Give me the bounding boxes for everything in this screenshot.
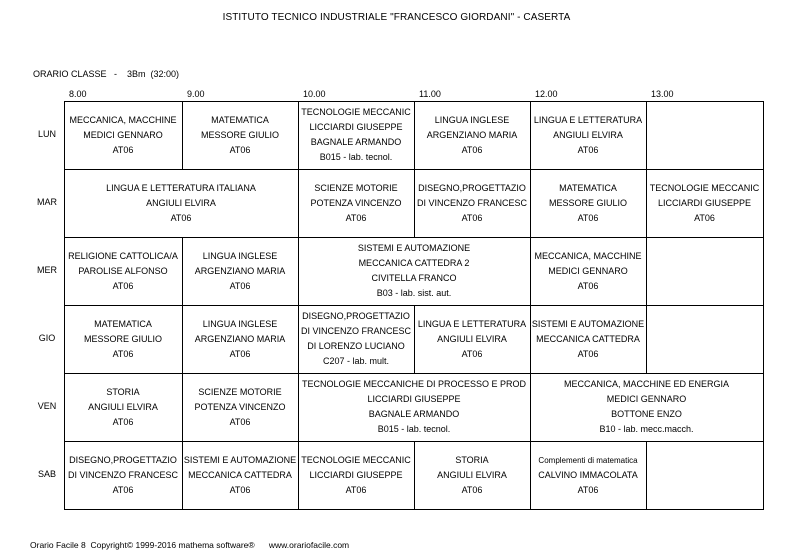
lesson-cell: [182, 237, 299, 306]
lesson-detail: ARGENZIANO MARIA: [194, 265, 286, 276]
day-label: VEN: [37, 401, 57, 411]
empty-cell: [646, 101, 764, 170]
lesson-detail: ANGIULI ELVIRA: [553, 129, 623, 140]
lesson-detail: AT06: [112, 484, 134, 495]
subject-name: Complementi di matematica: [538, 455, 638, 465]
lesson-detail: BOTTONE ENZO: [611, 409, 682, 419]
lesson-cell: [530, 373, 764, 442]
lesson-detail: LICCIARDI GIUSEPPE: [309, 122, 403, 132]
lesson-cell: [182, 441, 299, 510]
lesson-detail: C207 - lab. mult.: [322, 356, 390, 366]
day-label: SAB: [37, 469, 56, 479]
lesson-detail: AT06: [577, 144, 599, 155]
lesson-cell: [530, 169, 647, 238]
subject-name: SISTEMI E AUTOMAZIONE: [183, 454, 297, 465]
time-label: 12.00: [535, 89, 558, 99]
lesson-detail: MESSORE GIULIO: [200, 129, 280, 140]
lesson-detail: ANGIULI ELVIRA: [88, 401, 158, 412]
empty-cell: [646, 237, 764, 306]
lesson-detail: MESSORE GIULIO: [548, 197, 628, 208]
subject-name: LINGUA E LETTERATURA: [533, 114, 643, 125]
time-label: 10.00: [303, 89, 326, 99]
lesson-cell: [530, 305, 647, 374]
lesson-detail: CIVITELLA FRANCO: [371, 273, 457, 283]
lesson-detail: AT06: [345, 484, 367, 495]
lesson-cell: [182, 305, 299, 374]
lesson-cell: [298, 373, 531, 442]
day-label: MER: [37, 265, 57, 275]
lesson-detail: ANGIULI ELVIRA: [437, 469, 507, 480]
lesson-detail: AT06: [229, 144, 251, 155]
subject-name: DISEGNO,PROGETTAZIO: [418, 182, 526, 193]
lesson-detail: AT06: [112, 416, 134, 427]
lesson-detail: AT06: [229, 280, 251, 291]
lesson-detail: MESSORE GIULIO: [83, 333, 163, 344]
lesson-detail: B015 - lab. tecnol.: [319, 152, 393, 162]
lesson-cell: [530, 441, 647, 510]
lesson-detail: ARGENZIANO MARIA: [194, 333, 286, 344]
lesson-detail: AT06: [694, 212, 715, 223]
day-label: GIO: [38, 333, 56, 343]
subject-name: STORIA: [106, 386, 140, 397]
lesson-cell: [64, 305, 183, 374]
lesson-detail: B03 - lab. sist. aut.: [376, 288, 452, 298]
lesson-detail: ARGENZIANO MARIA: [426, 129, 518, 140]
lesson-cell: [64, 101, 183, 170]
lesson-cell: [646, 169, 764, 238]
lesson-detail: AT06: [112, 348, 134, 359]
lesson-detail: AT06: [112, 144, 134, 155]
lesson-cell: [414, 441, 531, 510]
lesson-detail: AT06: [229, 416, 251, 427]
subject-name: MATEMATICA: [211, 114, 269, 125]
subject-name: MATEMATICA: [559, 182, 617, 193]
class-info: ORARIO CLASSE - 3Bm (32:00): [33, 69, 180, 79]
subject-name: TECNOLOGIE MECCANIC: [649, 182, 760, 193]
lesson-detail: AT06: [461, 212, 483, 223]
lesson-cell: [182, 373, 299, 442]
lesson-detail: MECCANICA CATTEDRA: [536, 333, 640, 344]
lesson-detail: AT06: [577, 348, 599, 359]
subject-name: SISTEMI E AUTOMAZIONE: [531, 318, 645, 329]
subject-name: DISEGNO,PROGETTAZIO: [69, 454, 177, 465]
subject-name: MECCANICA, MACCHINE: [534, 250, 642, 261]
lesson-cell: [298, 101, 415, 170]
lesson-detail: DI LORENZO LUCIANO: [307, 341, 405, 351]
lesson-detail: AT06: [577, 484, 599, 495]
subject-name: TECNOLOGIE MECCANIC: [301, 454, 411, 465]
school-title: ISTITUTO TECNICO INDUSTRIALE "FRANCESCO GIORDANI" - CASERTA: [222, 12, 571, 23]
lesson-cell: [530, 101, 647, 170]
lesson-cell: [414, 101, 531, 170]
lesson-cell: [182, 101, 299, 170]
lesson-detail: POTENZA VINCENZO: [310, 197, 402, 208]
lesson-detail: B10 - lab. mecc.macch.: [599, 424, 694, 434]
subject-name: LINGUA INGLESE: [202, 250, 278, 261]
lesson-detail: LICCIARDI GIUSEPPE: [309, 469, 403, 480]
subject-name: MATEMATICA: [94, 318, 152, 329]
lesson-detail: AT06: [170, 212, 192, 223]
lesson-cell: [64, 169, 299, 238]
timetable-grid: [64, 101, 763, 509]
time-label: 13.00: [651, 89, 674, 99]
empty-cell: [646, 441, 764, 510]
lesson-detail: MEDICI GENNARO: [83, 129, 163, 140]
time-label: 8.00: [69, 89, 87, 99]
time-label: 11.00: [419, 89, 441, 99]
lesson-detail: ANGIULI ELVIRA: [146, 197, 216, 208]
lesson-detail: AT06: [577, 280, 599, 291]
subject-name: RELIGIONE CATTOLICA/A: [68, 250, 178, 261]
lesson-cell: [298, 169, 415, 238]
lesson-detail: MECCANICA CATTEDRA: [188, 469, 292, 480]
lesson-detail: BAGNALE ARMANDO: [368, 409, 460, 419]
lesson-cell: [414, 169, 531, 238]
lesson-detail: AT06: [461, 348, 483, 359]
subject-name: LINGUA INGLESE: [202, 318, 278, 329]
lesson-detail: AT06: [461, 144, 483, 155]
lesson-detail: AT06: [461, 484, 483, 495]
lesson-detail: BAGNALE ARMANDO: [310, 137, 402, 147]
lesson-cell: [64, 237, 183, 306]
time-label: 9.00: [187, 89, 205, 99]
subject-name: TECNOLOGIE MECCANICHE DI PROCESSO E PROD: [301, 379, 527, 389]
lesson-detail: MEDICI GENNARO: [606, 394, 687, 404]
day-label: MAR: [37, 197, 57, 207]
lesson-detail: LICCIARDI GIUSEPPE: [657, 197, 752, 208]
lesson-cell: [298, 305, 415, 374]
lesson-detail: DI VINCENZO FRANCESC: [416, 197, 527, 208]
lesson-detail: DI VINCENZO FRANCESC: [300, 326, 411, 336]
subject-name: LINGUA E LETTERATURA ITALIANA: [106, 182, 256, 193]
lesson-detail: AT06: [112, 280, 134, 291]
lesson-cell: [64, 373, 183, 442]
subject-name: MECCANICA, MACCHINE: [69, 114, 177, 125]
lesson-detail: AT06: [229, 348, 251, 359]
subject-name: SISTEMI E AUTOMAZIONE: [357, 243, 471, 253]
lesson-cell: [530, 237, 647, 306]
lesson-detail: LICCIARDI GIUSEPPE: [367, 394, 461, 404]
lesson-detail: CALVINO IMMACOLATA: [538, 469, 638, 480]
lesson-detail: PAROLISE ALFONSO: [78, 265, 168, 276]
subject-name: MECCANICA, MACCHINE ED ENERGIA: [563, 379, 730, 389]
subject-name: LINGUA INGLESE: [434, 114, 510, 125]
lesson-cell: [298, 441, 415, 510]
subject-name: DISEGNO,PROGETTAZIO: [302, 311, 410, 321]
lesson-detail: POTENZA VINCENZO: [194, 401, 286, 412]
lesson-detail: AT06: [577, 212, 599, 223]
lesson-cell: [64, 441, 183, 510]
lesson-cell: [414, 305, 531, 374]
subject-name: TECNOLOGIE MECCANIC: [301, 107, 411, 117]
lesson-detail: MEDICI GENNARO: [548, 265, 628, 276]
lesson-detail: MECCANICA CATTEDRA 2: [358, 258, 470, 268]
subject-name: STORIA: [455, 454, 489, 465]
empty-cell: [646, 305, 764, 374]
day-label: LUN: [37, 129, 56, 139]
lesson-detail: B015 - lab. tecnol.: [377, 424, 451, 434]
footer-copyright: Orario Facile 8 Copyright© 1999-2016 mathema software® www.orariofacile.com: [30, 540, 350, 550]
subject-name: LINGUA E LETTERATURA: [417, 318, 527, 329]
subject-name: SCIENZE MOTORIE: [198, 386, 282, 397]
lesson-detail: DI VINCENZO FRANCESC: [67, 469, 178, 480]
lesson-detail: AT06: [345, 212, 367, 223]
lesson-cell: [298, 237, 531, 306]
lesson-detail: ANGIULI ELVIRA: [437, 333, 507, 344]
subject-name: SCIENZE MOTORIE: [314, 182, 398, 193]
lesson-detail: AT06: [229, 484, 251, 495]
